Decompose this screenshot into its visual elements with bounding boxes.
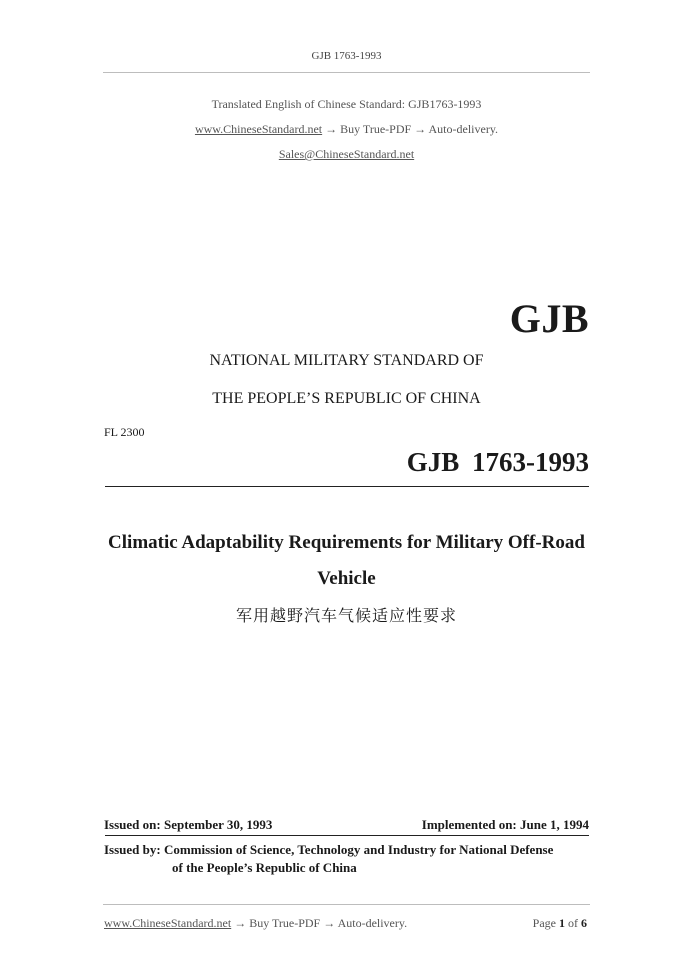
footer-site-line: [104, 916, 407, 931]
english-title-line2: Vehicle: [317, 568, 376, 589]
page-number: [533, 916, 587, 931]
footer-divider: [103, 904, 590, 905]
national-standard-line2: THE PEOPLE’S REPUBLIC OF CHINA: [212, 390, 481, 407]
site-link[interactable]: www.ChineseStandard.net: [194, 122, 323, 136]
page-of: of: [565, 916, 581, 930]
site-line: [0, 122, 693, 137]
page-total: 6: [581, 916, 587, 930]
issue-divider: [105, 835, 589, 836]
footer-site-link[interactable]: www.ChineseStandard.net: [104, 916, 232, 930]
title-divider: [105, 486, 589, 487]
running-header-code: GJB 1763-1993: [311, 50, 382, 62]
national-standard-line1: NATIONAL MILITARY STANDARD OF: [209, 352, 484, 369]
standard-acronym: GJB: [509, 296, 589, 341]
sales-email-link[interactable]: Sales@ChineseStandard.net: [278, 147, 415, 161]
implemented-on-date: Implemented on: June 1, 1994: [421, 817, 589, 832]
sales-line: [0, 147, 693, 162]
chinese-title: 军用越野汽车气候适应性要求: [235, 606, 457, 625]
header-divider: [103, 72, 590, 73]
translation-note: Translated English of Chinese Standard: GJB1763-1993: [211, 97, 482, 111]
site-suffix: → Buy True-PDF → Auto-delivery.: [322, 122, 499, 136]
page-label: Page: [532, 916, 559, 930]
footer-site-suffix: → Buy True-PDF → Auto-delivery.: [231, 916, 408, 930]
standard-code: GJB 1763-1993: [406, 447, 589, 477]
issued-by-line2: of the People’s Republic of China: [172, 860, 357, 875]
page-current: 1: [559, 916, 565, 930]
english-title-line1: Climatic Adaptability Requirements for Military Off-Road: [108, 532, 585, 553]
issued-on-date: Issued on: September 30, 1993: [104, 817, 273, 832]
classification-code: FL 2300: [104, 425, 145, 439]
issued-by-line1: Issued by: Commission of Science, Technology and Industry for National Defense: [104, 842, 554, 857]
